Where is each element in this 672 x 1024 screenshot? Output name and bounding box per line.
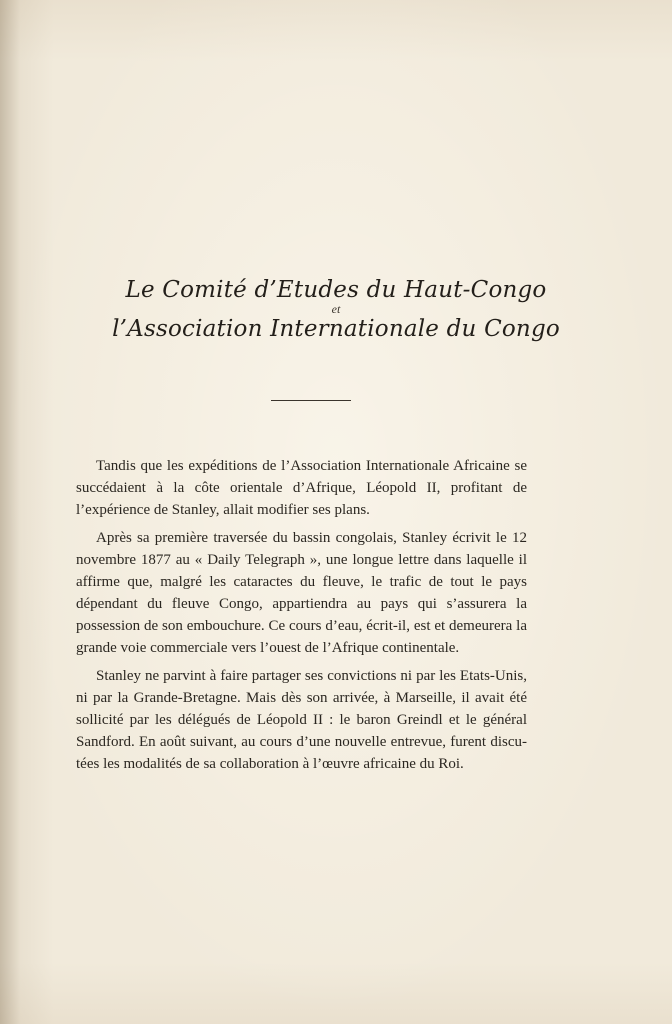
- title-divider: [271, 400, 351, 401]
- paragraph: Tandis que les expéditions de l’Association Internationale Africaine se succédaient à la côte orientale d’Afrique, Léopold II, profitant de l’expérience de Stanley, allait modifier ses plans.: [76, 458, 527, 518]
- chapter-heading: [40, 276, 632, 343]
- paragraph: Après sa première traversée du bassin congolais, Stanley écrivit le 12 novembre 1877 au « Daily Telegraph », une longue lettre dans laquelle il affirme que, malgré les cataractes du fleuve, le trafic de tout le pays dépendant du fleuve Congo, appartiendra au pays qui s’assurera la possession de son embouchure. Ce cours d’eau, écrit-il, est et demeurera la grande voie commerciale vers l’ouest de l’Afrique continentale.: [76, 530, 527, 656]
- chapter-title-line-1: Le Comité d’Etudes du Haut-Congo: [125, 277, 547, 303]
- paragraph: Stanley ne parvint à faire partager ses convictions ni par les Etats-Unis, ni par la Grande-Bretagne. Mais dès son arrivée, à Marseille, il avait été sollicité par les délégués de Léopold II : le baron Greindl et le général Sandford. En août suivant, au cours d’une nouvelle entrevue, furent discutées les modalités de sa collaboration à l’œuvre africaine du Roi.: [76, 668, 527, 772]
- chapter-title-line-2: l’Association Internationale du Congo: [112, 316, 560, 342]
- chapter-title-conjunction: et: [331, 302, 341, 316]
- body-text: [76, 455, 527, 781]
